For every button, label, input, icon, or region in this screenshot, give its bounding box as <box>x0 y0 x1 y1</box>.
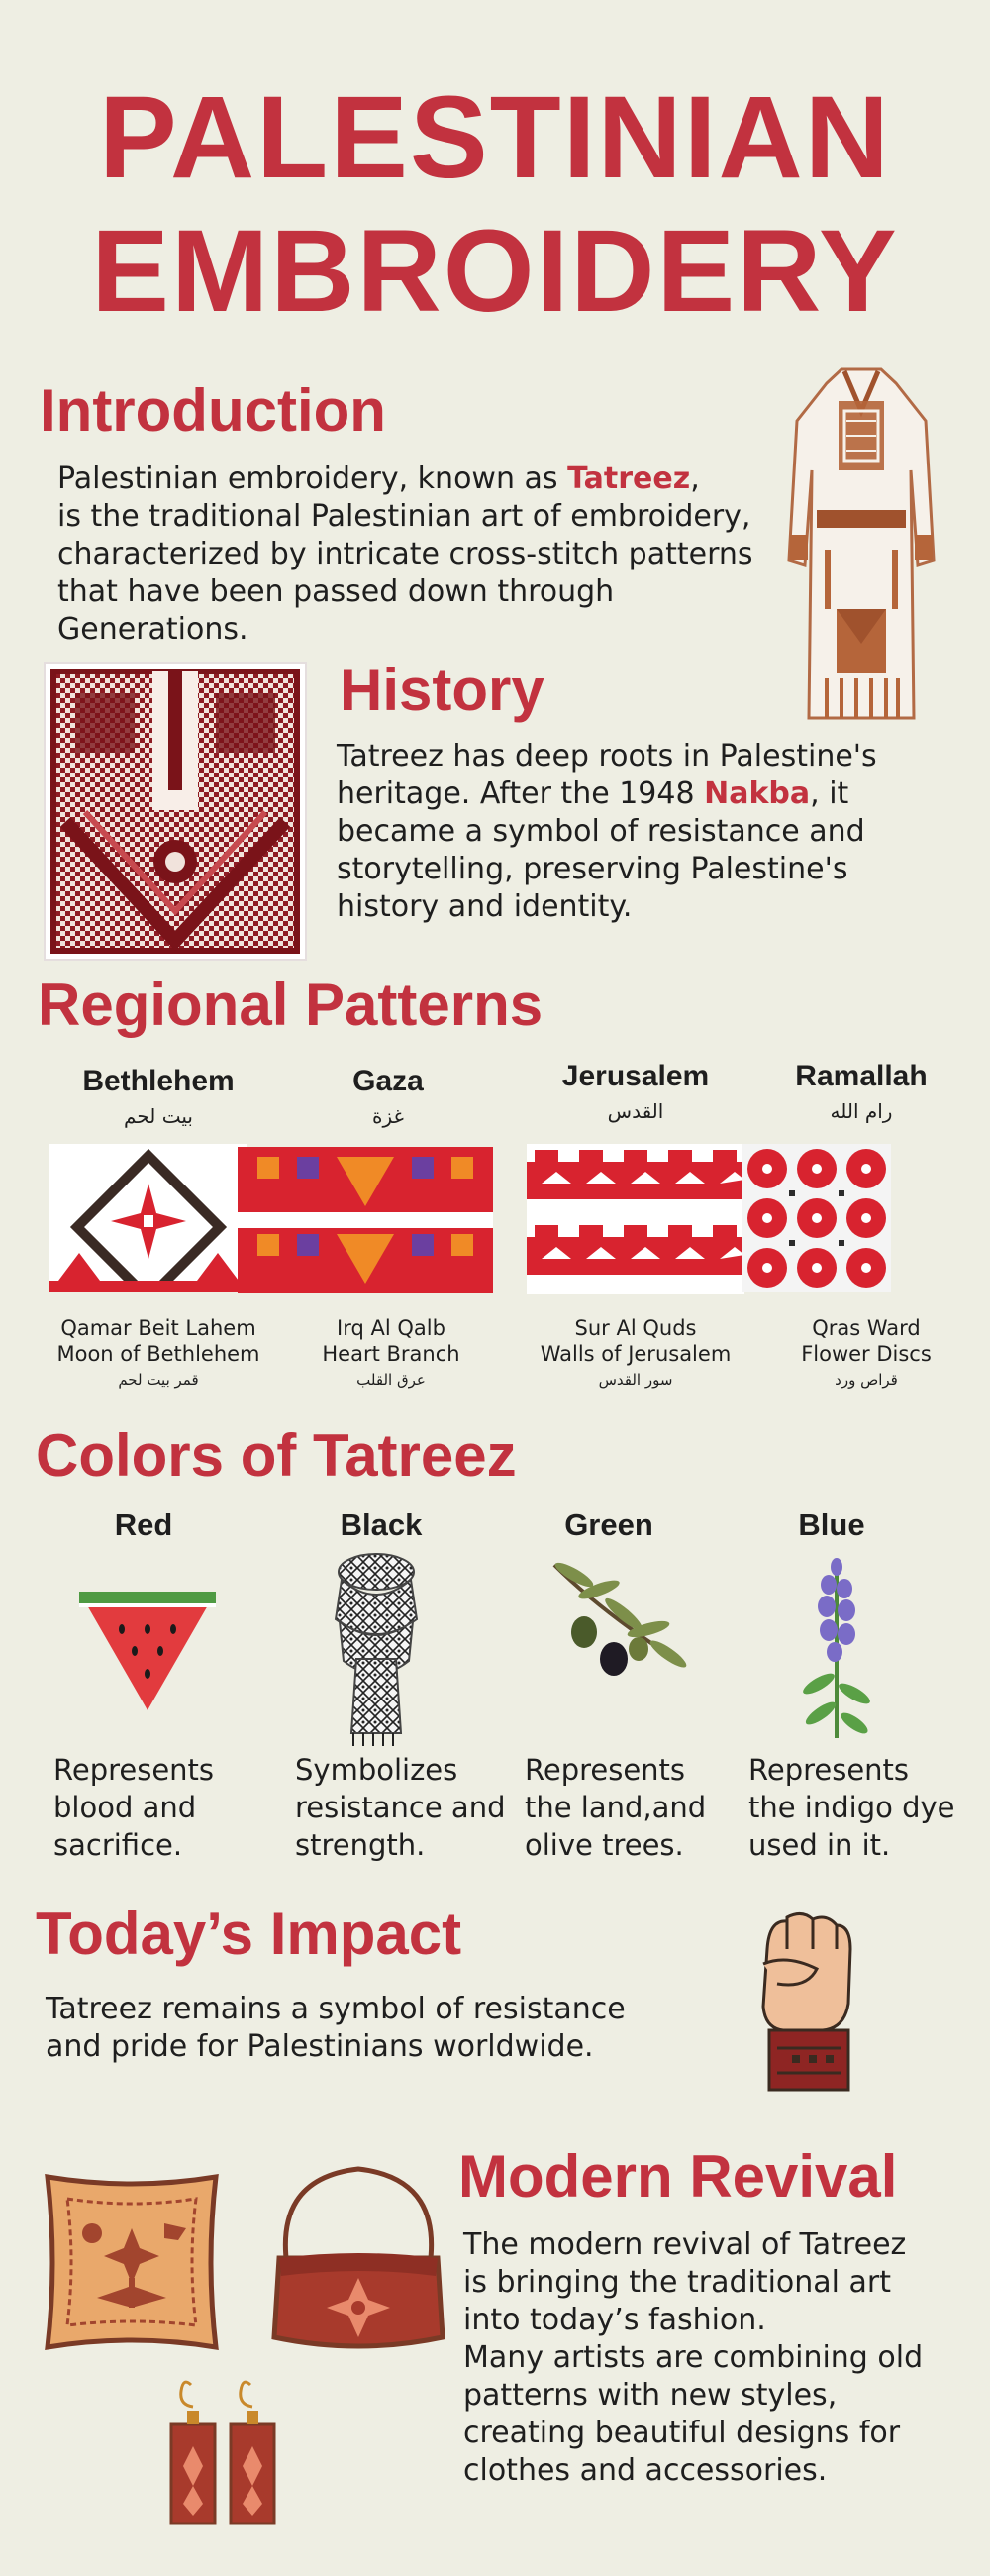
regional-patterns-heading: Regional Patterns <box>38 972 544 1038</box>
region-name: Gaza <box>352 1065 424 1097</box>
nakba-term: Nakba <box>704 776 811 811</box>
ramallah-caption: Qras Ward Flower Discs قراص ورد <box>801 1316 932 1389</box>
region-arabic-name: رام الله <box>830 1099 893 1123</box>
region-ramallah <box>733 1060 990 1123</box>
color-name-red: Red <box>114 1507 173 1542</box>
embroidered-earrings-icon <box>163 2377 282 2530</box>
gaza-pattern-swatch <box>238 1147 493 1293</box>
embroidered-pillow-icon <box>38 2169 226 2355</box>
embroidered-bag-icon <box>259 2159 457 2357</box>
gaza-caption: Irq Al Qalb Heart Branch عرق القلب <box>322 1316 460 1389</box>
color-description-red: Represents blood and sacrifice. <box>53 1753 215 1862</box>
region-bethlehem <box>30 1065 287 1128</box>
revival-heading: Modern Revival <box>458 2143 898 2210</box>
tatreez-term: Tatreez <box>567 462 691 496</box>
ramallah-pattern-swatch <box>742 1144 891 1292</box>
indigo-flower-icon <box>797 1555 876 1743</box>
raised-fist-icon <box>747 1909 856 2093</box>
colors-heading: Colors of Tatreez <box>36 1422 517 1489</box>
introduction-heading: Introduction <box>40 377 386 444</box>
history-embroidery-image <box>44 662 307 961</box>
color-name-green: Green <box>564 1507 653 1542</box>
bethlehem-caption: Qamar Beit Lahem Moon of Bethlehem قمر بيت لحم <box>56 1316 260 1389</box>
jerusalem-pattern-swatch <box>527 1144 744 1294</box>
thobe-dress-illustration <box>787 361 936 728</box>
region-arabic-name: القدس <box>607 1099 664 1123</box>
region-name: Ramallah <box>795 1060 928 1092</box>
color-name-black: Black <box>340 1507 423 1542</box>
keffiyeh-icon <box>322 1550 431 1748</box>
impact-heading: Today’s Impact <box>36 1901 462 1967</box>
color-description-green: Represents the land,and olive trees. <box>525 1753 707 1862</box>
jerusalem-caption: Sur Al Quds Walls of Jerusalem سور القدس <box>540 1316 732 1389</box>
color-name-blue: Blue <box>798 1507 865 1542</box>
history-heading: History <box>340 657 544 723</box>
region-name: Jerusalem <box>561 1060 710 1092</box>
bethlehem-pattern-swatch <box>50 1144 248 1292</box>
region-name: Bethlehem <box>82 1065 235 1097</box>
region-arabic-name: بيت لحم <box>124 1104 193 1128</box>
history-text: Tatreez has deep roots in Palestine's heritage. After the 1948 Nakba, it became a symbol of resistance and storytelling, preserving Palestine's history and identity. <box>337 739 877 924</box>
impact-text: Tatreez remains a symbol of resistance and pride for Palestinians worldwide. <box>46 1992 626 2064</box>
watermelon-icon <box>77 1590 218 1713</box>
region-jerusalem <box>507 1060 764 1123</box>
region-arabic-name: غزة <box>372 1104 404 1128</box>
color-description-blue: Represents the indigo dye used in it. <box>748 1753 955 1862</box>
introduction-text: Palestinian embroidery, known as Tatreez, is the traditional Palestinian art of embroidery, characterized by intricate cross-stitch patterns that have been passed down through Generations. <box>57 462 753 647</box>
olive-branch-icon <box>544 1555 693 1713</box>
color-description-black: Symbolizes resistance and strength. <box>295 1753 506 1862</box>
revival-text-paragraph-2: Many artists are combining old patterns with new styles, creating beautiful designs for clothes and accessories. <box>463 2340 924 2488</box>
page-title-line-2: EMBROIDERY <box>91 206 899 337</box>
region-gaza <box>259 1065 517 1128</box>
revival-text <box>463 2226 929 2490</box>
page-title-line-1: PALESTINIAN <box>99 72 891 203</box>
revival-text-paragraph-1: The modern revival of Tatreez is bringing the traditional art into today’s fashion. <box>463 2227 907 2337</box>
